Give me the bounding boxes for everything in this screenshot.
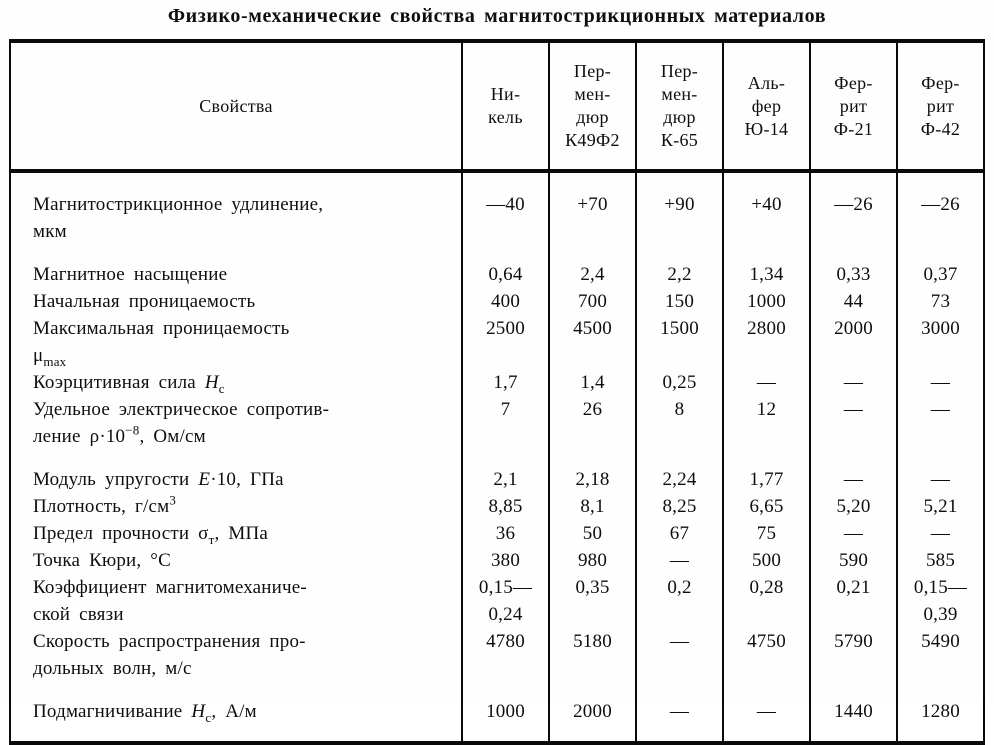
value-cell: 150 xyxy=(636,288,723,315)
value-cell: 2000 xyxy=(810,315,897,369)
value-cell: 2,4 xyxy=(549,245,636,288)
value-cell: 1,77 xyxy=(723,450,810,493)
value-cell: 400 xyxy=(462,288,549,315)
property-label: Магнитное насыщение xyxy=(33,264,228,285)
property-label: Коэффициент магнитомеханиче- ской связи xyxy=(33,577,307,625)
value-cell: 1000 xyxy=(723,288,810,315)
value-cell: 8,85 xyxy=(462,493,549,520)
value-cell: — xyxy=(897,520,984,547)
value-cell: +40 xyxy=(723,171,810,245)
value-cell: 1500 xyxy=(636,315,723,369)
value-cell: +90 xyxy=(636,171,723,245)
property-label: Предел прочности $\sigma_т$, МПа xyxy=(33,523,269,547)
value-cell: 5,20 xyxy=(810,493,897,520)
value-cell: 4780 xyxy=(462,628,549,682)
value-cell: 12 xyxy=(723,396,810,450)
value-cell: 5180 xyxy=(549,628,636,682)
column-header-material: Фер- рит Ф-21 xyxy=(810,41,897,171)
value-cell: 73 xyxy=(897,288,984,315)
property-label: Плотность, $г/см^3$ xyxy=(33,492,177,517)
value-cell: 1440 xyxy=(810,682,897,743)
value-cell: — xyxy=(810,450,897,493)
column-header-material: Аль- фер Ю-14 xyxy=(723,41,810,171)
value-cell: 6,65 xyxy=(723,493,810,520)
value-cell: 980 xyxy=(549,547,636,574)
value-cell: +70 xyxy=(549,171,636,245)
table-body xyxy=(10,171,984,743)
value-cell: 0,37 xyxy=(897,245,984,288)
property-label: Максимальная проницаемость $\mu_{max}$ xyxy=(33,318,290,369)
value-cell: 0,64 xyxy=(462,245,549,288)
table-row xyxy=(10,547,984,574)
value-cell: —40 xyxy=(462,171,549,245)
property-label: Модуль упругости E·10, ГПа xyxy=(33,469,284,490)
value-cell: — xyxy=(636,628,723,682)
value-cell: 67 xyxy=(636,520,723,547)
value-cell: 0,15— 0,39 xyxy=(897,574,984,628)
value-cell: 585 xyxy=(897,547,984,574)
value-cell: 2,1 xyxy=(462,450,549,493)
value-cell: —26 xyxy=(810,171,897,245)
table-row xyxy=(10,493,984,520)
value-cell: — xyxy=(810,369,897,396)
value-cell: 36 xyxy=(462,520,549,547)
table-header-row xyxy=(10,41,984,171)
value-cell: — xyxy=(810,396,897,450)
value-cell: 2,2 xyxy=(636,245,723,288)
table-row xyxy=(10,574,984,628)
value-cell: 1280 xyxy=(897,682,984,743)
value-cell: 26 xyxy=(549,396,636,450)
table-row xyxy=(10,520,984,547)
table-row xyxy=(10,315,984,369)
property-label: Магнитострикционное удлинение, мкм xyxy=(33,194,324,242)
property-label: Скорость распространения про- дольных волн, м/с xyxy=(33,631,306,679)
table-row xyxy=(10,396,984,450)
value-cell: 700 xyxy=(549,288,636,315)
value-cell: 8,1 xyxy=(549,493,636,520)
value-cell: 2,18 xyxy=(549,450,636,493)
value-cell: — xyxy=(810,520,897,547)
value-cell: 75 xyxy=(723,520,810,547)
table-row xyxy=(10,628,984,682)
property-label: Точка Кюри, °С xyxy=(33,550,171,571)
table-row xyxy=(10,369,984,396)
value-cell: 0,2 xyxy=(636,574,723,628)
value-cell: 8 xyxy=(636,396,723,450)
value-cell: 0,35 xyxy=(549,574,636,628)
value-cell: — xyxy=(897,450,984,493)
value-cell: 7 xyxy=(462,396,549,450)
property-label: Подмагничивание $H_c$, А/м xyxy=(33,701,257,725)
value-cell: 500 xyxy=(723,547,810,574)
page-title: Физико-механические свойства магнитострикционных материалов xyxy=(167,5,827,27)
column-header-material: Пер- мен- дюр К-65 xyxy=(636,41,723,171)
value-cell: 1,4 xyxy=(549,369,636,396)
value-cell: 5490 xyxy=(897,628,984,682)
table-row xyxy=(10,450,984,493)
value-cell: 0,33 xyxy=(810,245,897,288)
value-cell: 2500 xyxy=(462,315,549,369)
value-cell: 5790 xyxy=(810,628,897,682)
column-header-material: Фер- рит Ф-42 xyxy=(897,41,984,171)
value-cell: 4750 xyxy=(723,628,810,682)
value-cell: 0,25 xyxy=(636,369,723,396)
value-cell: 0,21 xyxy=(810,574,897,628)
value-cell: 380 xyxy=(462,547,549,574)
value-cell: — xyxy=(636,682,723,743)
value-cell: — xyxy=(636,547,723,574)
value-cell: —26 xyxy=(897,171,984,245)
value-cell: 590 xyxy=(810,547,897,574)
value-cell: 0,15— 0,24 xyxy=(462,574,549,628)
table-row xyxy=(10,245,984,288)
value-cell: — xyxy=(723,682,810,743)
value-cell: 0,28 xyxy=(723,574,810,628)
table-row xyxy=(10,171,984,245)
value-cell: 50 xyxy=(549,520,636,547)
value-cell: — xyxy=(897,396,984,450)
value-cell: — xyxy=(723,369,810,396)
value-cell: 1000 xyxy=(462,682,549,743)
value-cell: 1,34 xyxy=(723,245,810,288)
table-row xyxy=(10,288,984,315)
value-cell: 2800 xyxy=(723,315,810,369)
value-cell: 2,24 xyxy=(636,450,723,493)
table-row xyxy=(10,682,984,743)
table-header xyxy=(10,41,984,171)
column-header-material: Пер- мен- дюр К49Ф2 xyxy=(549,41,636,171)
value-cell: 3000 xyxy=(897,315,984,369)
property-label: Удельное электрическое сопротив- ление $\rho\cdot 10^{-8}$, Ом/см xyxy=(33,399,330,447)
column-header-material: Ни- кель xyxy=(462,41,549,171)
value-cell: 44 xyxy=(810,288,897,315)
value-cell: 2000 xyxy=(549,682,636,743)
column-header-properties: Свойства xyxy=(10,41,462,171)
value-cell: 1,7 xyxy=(462,369,549,396)
value-cell: — xyxy=(897,369,984,396)
property-label: Начальная проницаемость xyxy=(33,291,256,312)
properties-table xyxy=(9,39,985,745)
value-cell: 4500 xyxy=(549,315,636,369)
value-cell: 8,25 xyxy=(636,493,723,520)
property-label: Коэрцитивная сила $H_c$ xyxy=(33,372,225,396)
value-cell: 5,21 xyxy=(897,493,984,520)
